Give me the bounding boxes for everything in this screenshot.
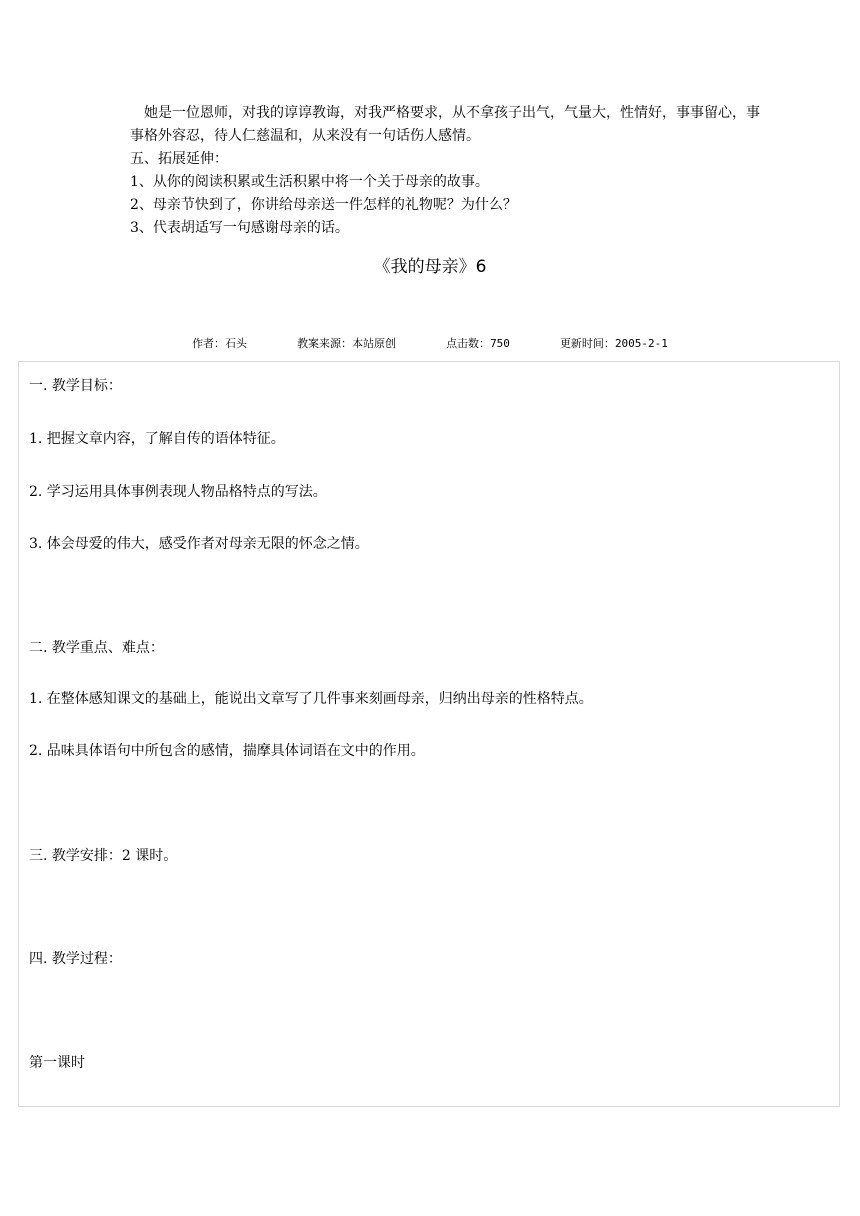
key-point-item-1: 1. 在整体感知课文的基础上，能说出文章写了几件事来刻画母亲，归纳出母亲的性格特点。 <box>29 691 593 707</box>
section-key-points: 二. 教学重点、难点： <box>29 640 164 656</box>
extension-item-1: 1、从你的阅读积累或生活积累中将一个关于母亲的故事。 <box>130 174 489 190</box>
lesson-plan-content <box>18 361 840 1107</box>
goal-item-2: 2. 学习运用具体事例表现人物品格特点的写法。 <box>29 484 327 500</box>
section-schedule: 三. 教学安排：2 课时。 <box>29 848 178 864</box>
preceding-text-block <box>130 102 770 240</box>
meta-updated: 更新时间：2005-2-1 <box>559 337 668 350</box>
goal-item-1: 1. 把握文章内容，了解自传的语体特征。 <box>29 431 285 447</box>
key-point-item-2: 2. 品味具体语句中所包含的感情，揣摩具体词语在文中的作用。 <box>29 743 425 759</box>
meta-source: 教案来源：本站原创 <box>297 337 397 350</box>
paragraph-mother-description: 她是一位恩师，对我的谆谆教诲，对我严格要求，从不拿孩子出气，气量大，性情好，事事留心，事事格外容忍，待人仁慈温和，从来没有一句话伤人感情。 <box>130 105 760 144</box>
article-meta <box>0 336 860 352</box>
meta-clicks: 点击数：750 <box>446 337 510 350</box>
section-heading-extension: 五、拓展延伸： <box>130 151 228 167</box>
article-title: 《我的母亲》6 <box>373 257 487 277</box>
section-process: 四. 教学过程： <box>29 951 122 967</box>
extension-item-3: 3、代表胡适写一句感谢母亲的话。 <box>130 220 349 236</box>
section-teaching-goals: 一. 教学目标： <box>29 378 122 394</box>
goal-item-3: 3. 体会母爱的伟大，感受作者对母亲无限的怀念之情。 <box>29 536 369 552</box>
meta-author: 作者：石头 <box>192 337 248 350</box>
extension-item-2: 2、母亲节快到了，你讲给母亲送一件怎样的礼物呢？为什么？ <box>130 197 517 213</box>
lesson-first-period: 第一课时 <box>29 1055 85 1071</box>
